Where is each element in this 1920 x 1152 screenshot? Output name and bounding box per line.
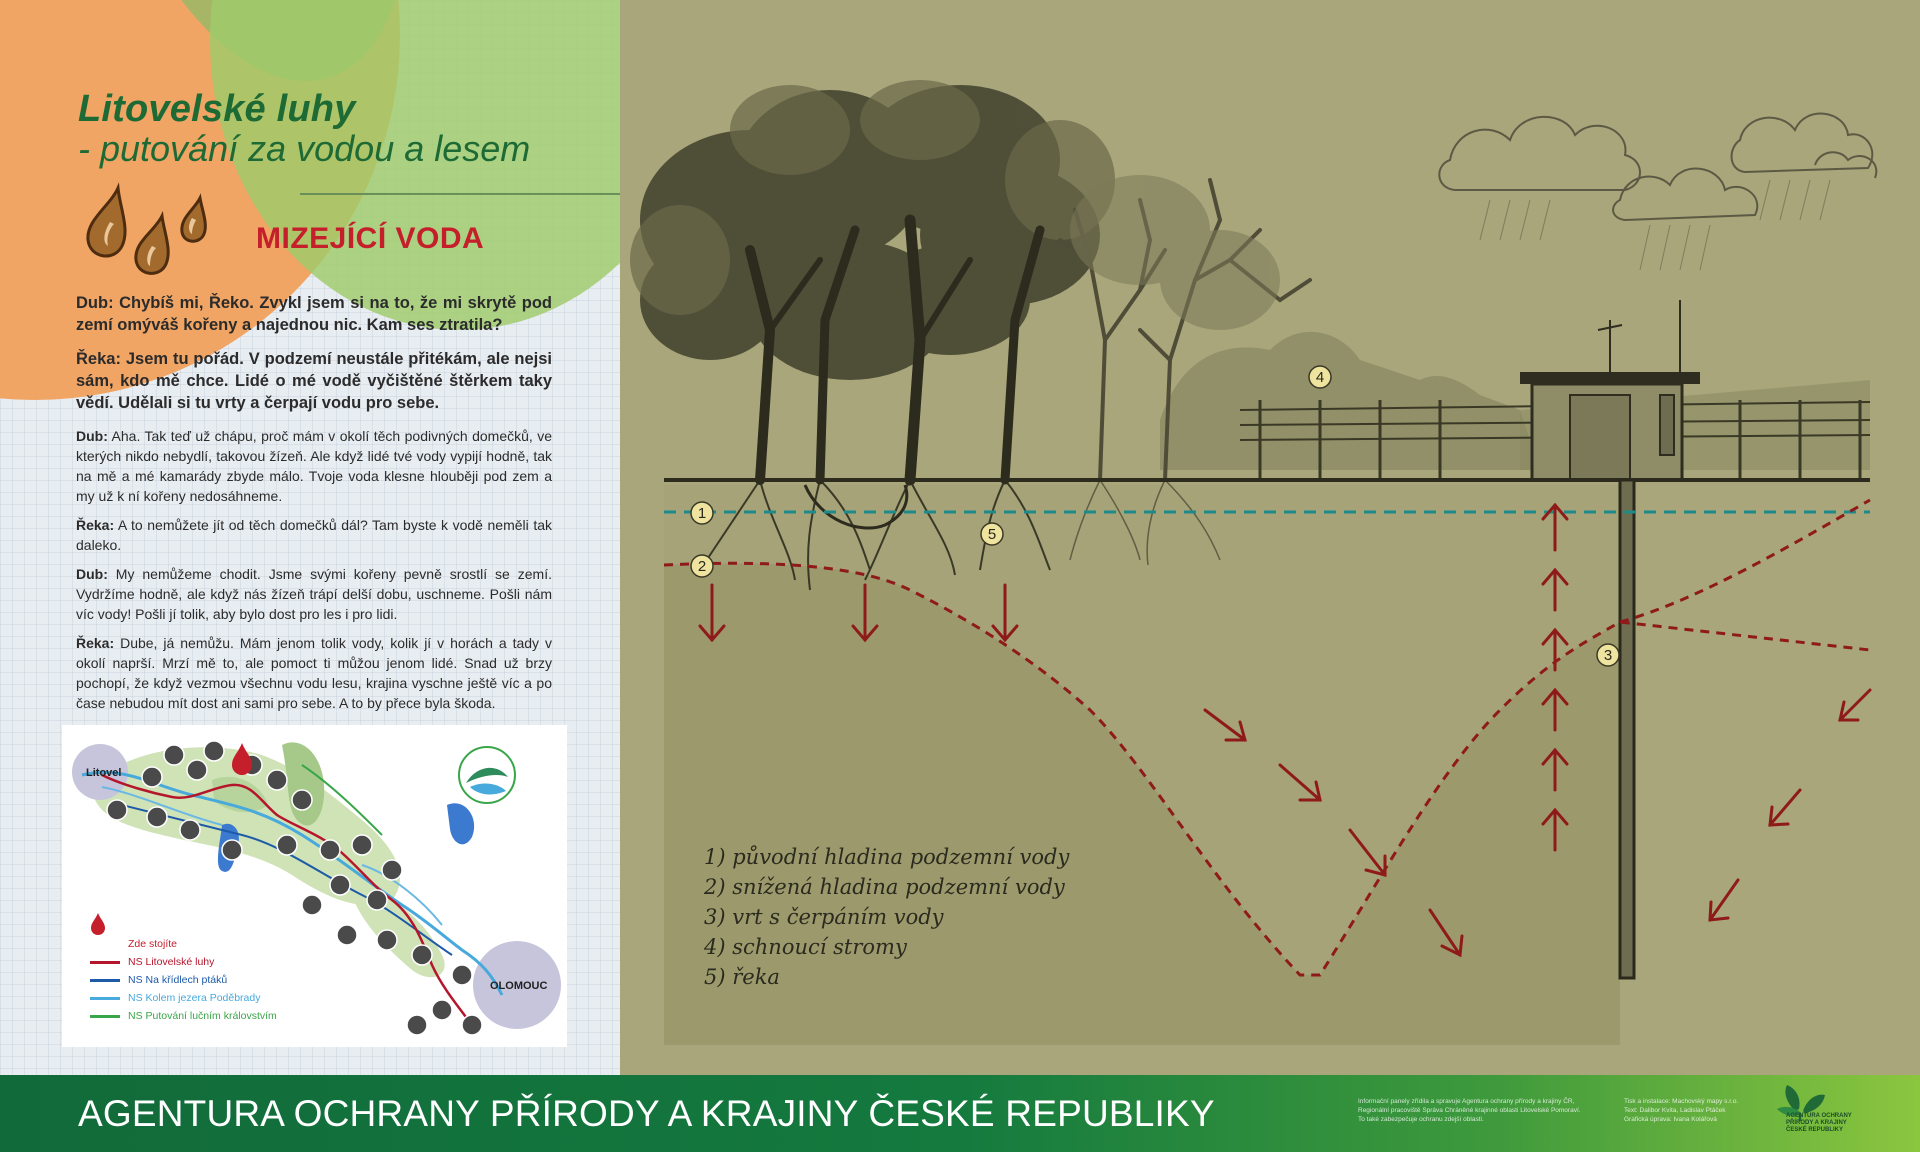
story-text [76, 292, 552, 722]
legend-item: 5) řeka [704, 965, 780, 989]
legend-item: 2) snížená hladina podzemní vody [704, 875, 1065, 899]
agency-title: AGENTURA OCHRANY PŘÍRODY A KRAJINY ČESKÉ REPUBLIKY [78, 1093, 1215, 1134]
speaker-label: Řeka: [76, 350, 121, 368]
well-house-icon [1520, 300, 1700, 480]
speaker-label: Dub: [76, 566, 108, 582]
map-legend-row [90, 989, 277, 1007]
legend-item: 4) schnoucí stromy [704, 935, 907, 959]
clouds-icon [1439, 114, 1876, 220]
legend-label: NS Putování lučním královstvím [128, 1010, 277, 1022]
footer-bar [0, 1075, 1920, 1152]
speaker-label: Dub: [76, 428, 108, 444]
speech-text: Dube, já nemůžu. Mám jenom tolik vody, kolik jí v horách a tady v okolí naprší. Mrzí mě to, ale pomoct ti můžou jenom lidé. Snad už brzy pochopí, že když vezmou všechnu vodu lesu, krajina vyschne ještě víc a po čase nebudou mít dost ani sami pro sebe. A to by přece byla škoda. [76, 635, 552, 711]
trail-map [62, 725, 567, 1047]
credits-line: To také zabezpečuje ochranu zdejší oblasti. [1358, 1116, 1484, 1123]
marker-2: 2 [697, 558, 707, 575]
map-legend-row [90, 971, 277, 989]
groundwater-diagram [620, 0, 1920, 1075]
credits-line: Tisk a instalace: Machovský mapy s.r.o. [1624, 1098, 1739, 1105]
credits-left [1358, 1097, 1581, 1124]
map-label-olomouc: OLOMOUC [490, 980, 548, 992]
map-legend-row [90, 953, 277, 971]
legend-label: Zde stojíte [128, 938, 178, 950]
credits-line: Grafická úprava: Ivana Kolářová [1624, 1116, 1717, 1123]
speaker-label: Řeka: [76, 635, 115, 651]
map-legend-row [90, 935, 277, 953]
title-divider [300, 193, 620, 195]
marker-3: 3 [1603, 647, 1613, 664]
panel-title: Litovelské luhy [78, 88, 356, 130]
agency-logo-name [1786, 1113, 1852, 1134]
story-paragraph [76, 426, 552, 506]
text-panel [0, 0, 620, 1075]
map-legend-row [90, 1007, 277, 1025]
water-drops-icon [80, 180, 220, 280]
story-paragraph [76, 515, 552, 555]
legend-item: 3) vrt s čerpáním vody [704, 905, 944, 929]
diagram-legend [704, 842, 1069, 992]
marker-1: 1 [697, 505, 707, 522]
credits-line: Regionální pracoviště Správa Chráněné krajinné oblasti Litovelské Pomoraví. [1358, 1107, 1581, 1114]
legend-item: 1) původní hladina podzemní vody [704, 845, 1070, 869]
section-heading: MIZEJÍCÍ VODA [256, 222, 485, 255]
speech-text: Aha. Tak teď už chápu, proč mám v okolí těch podivných domečků, ve kterých nikdo nebydlí, takovou žízeň. Ale když lidé tvé vody vypijí hodně, tak na mě a mé kamarády zbyde málo. Tvoje voda klesne hlouběji pod zem a my už k ní kořeny nedosáhneme. [76, 428, 552, 504]
speech-text: Chybíš mi, Řeko. Zvykl jsem si na to, že mi skrytě pod zemí omýváš kořeny a najednou nic. Kam ses ztratila? [76, 294, 552, 334]
logo-text-line: ČESKÉ REPUBLIKY [1786, 1127, 1844, 1133]
legend-label: NS Na křídlech ptáků [128, 974, 228, 986]
map-legend [90, 935, 277, 1025]
story-paragraph [76, 564, 552, 624]
marker-5: 5 [987, 526, 997, 543]
marker-4: 4 [1315, 369, 1325, 386]
logo-text-line: PŘÍRODY A KRAJINY [1786, 1120, 1847, 1126]
legend-label: NS Kolem jezera Poděbrady [128, 992, 261, 1004]
speech-text: A to nemůžete jít od těch domečků dál? Tam byste k vodě neměli tak daleko. [76, 517, 552, 553]
story-paragraph [76, 633, 552, 713]
credits-line: Text: Dalibor Kvita, Ladislav Ptáček [1624, 1107, 1726, 1114]
credits-line: Informační panely zřídila a spravuje Agentura ochrany přírody a krajiny ČR, [1358, 1098, 1575, 1105]
story-intro-paragraph [76, 292, 552, 336]
panel-subtitle: - putování za vodou a lesem [78, 128, 531, 169]
map-label-litovel: Litovel [86, 767, 122, 779]
legend-label: NS Litovelské luhy [128, 956, 215, 968]
speech-text: My nemůžeme chodit. Jsme svými kořeny pevně srostlí se zemí. Vydržíme hodně, ale když nás žízeň trápí delší dobu, uschneme. Pošli nám víc vody! Pošli jí tolik, aby bylo dost pro les i pro lidi. [76, 566, 552, 622]
story-intro-paragraph [76, 348, 552, 414]
logo-text-line: AGENTURA OCHRANY [1786, 1113, 1852, 1119]
credits-right [1624, 1097, 1738, 1124]
speaker-label: Řeka: [76, 517, 115, 533]
speech-text: Jsem tu pořád. V podzemí neustále přitékám, ale nejsi sám, kdo mě chce. Lidé o mé vodě vyčištěné štěrkem taky vědí. Udělali si tu vrty a čerpají vodu pro sebe. [76, 350, 552, 412]
speaker-label: Dub: [76, 294, 114, 312]
